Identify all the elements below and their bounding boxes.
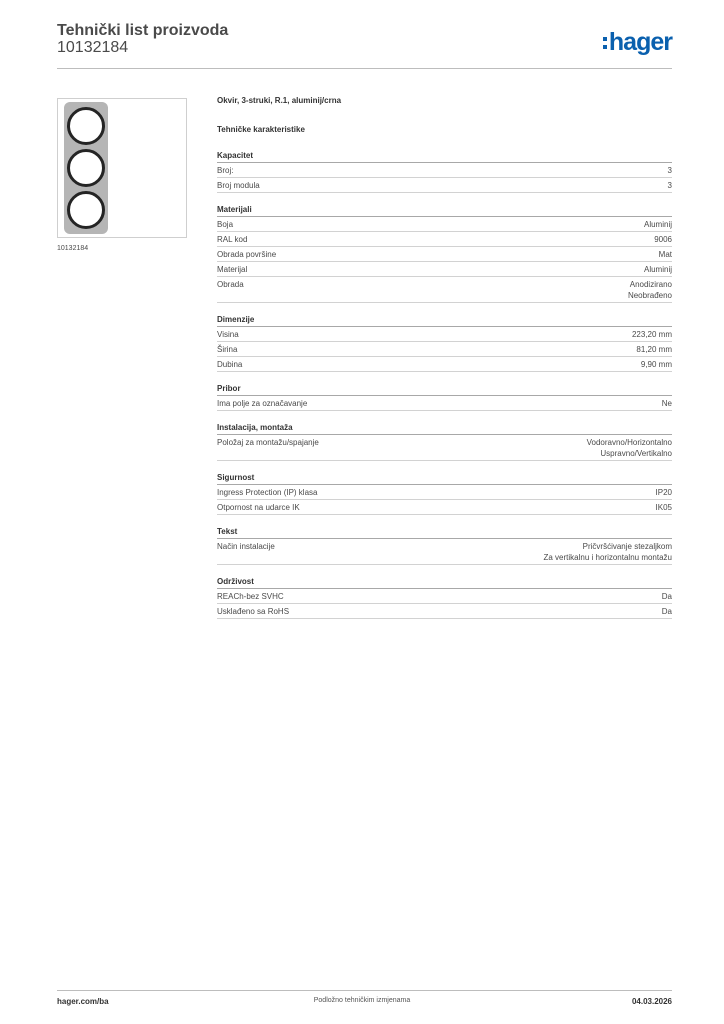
logo-wordmark: hager <box>608 28 672 56</box>
spec-label: Broj modula <box>217 180 260 190</box>
spec-label: Položaj za montažu/spajanje <box>217 437 319 447</box>
hager-logo <box>603 30 672 56</box>
spec-row <box>217 357 672 372</box>
section-spacer <box>217 193 672 203</box>
spec-value: 9006 <box>654 234 672 244</box>
spec-section <box>217 203 672 313</box>
spec-value: Vodoravno/Horizontalno Uspravno/Vertikalno <box>586 437 672 458</box>
spec-section <box>217 149 672 203</box>
spec-label: Ingress Protection (IP) klasa <box>217 487 318 497</box>
header-divider <box>57 68 672 69</box>
section-title: Održivost <box>217 575 672 589</box>
spec-row <box>217 342 672 357</box>
spec-value: Anodizirano Neobrađeno <box>627 279 672 300</box>
image-caption: 10132184 <box>57 245 89 252</box>
spec-row <box>217 262 672 277</box>
spec-label: Otpornost na udarce IK <box>217 502 300 512</box>
section-spacer <box>217 372 672 382</box>
spec-row <box>217 178 672 193</box>
spec-row <box>217 217 672 232</box>
spec-label: Materijal <box>217 264 248 274</box>
spec-section <box>217 575 672 629</box>
spec-label: Broj: <box>217 165 234 175</box>
spec-label: Obrada <box>217 279 244 289</box>
spec-value: Da <box>661 591 672 601</box>
section-spacer <box>217 565 672 575</box>
spec-value: 9,90 mm <box>640 359 672 369</box>
spec-section <box>217 525 672 575</box>
spec-section <box>217 382 672 421</box>
spec-value: 81,20 mm <box>636 344 672 354</box>
spec-row <box>217 485 672 500</box>
spec-row <box>217 435 672 461</box>
spec-value: Pričvršćivanje stezaljkom Za vertikalnu i horizontalnu montažu <box>543 541 672 562</box>
socket-ring-icon <box>67 107 105 145</box>
spec-value: Aluminij <box>643 264 672 274</box>
section-spacer <box>217 515 672 525</box>
logo-dots-icon <box>603 32 607 54</box>
spec-row <box>217 232 672 247</box>
spec-label: RAL kod <box>217 234 248 244</box>
section-title: Dimenzije <box>217 313 672 327</box>
section-spacer <box>217 461 672 471</box>
document-header <box>57 20 672 68</box>
spec-label: Obrada površine <box>217 249 277 259</box>
spec-sections <box>217 149 672 629</box>
section-title: Sigurnost <box>217 471 672 485</box>
frame-illustration <box>64 102 108 234</box>
spec-label: Ima polje za označavanje <box>217 398 308 408</box>
spec-row <box>217 327 672 342</box>
section-spacer <box>217 303 672 313</box>
spec-label: Način instalacije <box>217 541 275 551</box>
spec-row <box>217 539 672 565</box>
spec-value: 3 <box>667 180 672 190</box>
spec-value: Mat <box>658 249 672 259</box>
section-title: Kapacitet <box>217 149 672 163</box>
spec-value: Ne <box>661 398 672 408</box>
characteristics-heading: Tehničke karakteristike <box>217 125 305 134</box>
product-number: 10132184 <box>57 39 129 56</box>
footer-date: 04.03.2026 <box>631 997 672 1006</box>
spec-section <box>217 471 672 525</box>
spec-row <box>217 396 672 411</box>
section-title: Materijali <box>217 203 672 217</box>
spec-row <box>217 604 672 619</box>
spec-label: Visina <box>217 329 239 339</box>
spec-label: Dubina <box>217 359 243 369</box>
spec-value: IK05 <box>655 502 672 512</box>
spec-row <box>217 589 672 604</box>
section-title: Instalacija, montaža <box>217 421 672 435</box>
socket-ring-icon <box>67 191 105 229</box>
spec-label: Širina <box>217 344 238 354</box>
document-title: Tehnički list proizvoda <box>57 22 229 39</box>
section-title: Tekst <box>217 525 672 539</box>
footer-divider <box>57 990 672 991</box>
spec-label: Usklađeno sa RoHS <box>217 606 290 616</box>
product-image <box>57 98 187 238</box>
spec-value: Aluminij <box>643 219 672 229</box>
spec-row <box>217 277 672 303</box>
socket-ring-icon <box>67 149 105 187</box>
spec-section <box>217 421 672 471</box>
spec-label: REACh-bez SVHC <box>217 591 284 601</box>
spec-row <box>217 247 672 262</box>
footer-website: hager.com/ba <box>57 997 109 1006</box>
spec-section <box>217 313 672 382</box>
product-name: Okvir, 3-struki, R.1, aluminij/crna <box>217 96 342 105</box>
section-title: Pribor <box>217 382 672 396</box>
spec-label: Boja <box>217 219 234 229</box>
spec-row <box>217 500 672 515</box>
spec-value: IP20 <box>655 487 672 497</box>
spec-row <box>217 163 672 178</box>
spec-content <box>217 92 672 629</box>
spec-value: Da <box>661 606 672 616</box>
section-spacer <box>217 619 672 629</box>
footer-notice: Podložno tehničkim izmjenama <box>313 997 411 1004</box>
spec-value: 3 <box>667 165 672 175</box>
section-spacer <box>217 411 672 421</box>
spec-value: 223,20 mm <box>631 329 672 339</box>
